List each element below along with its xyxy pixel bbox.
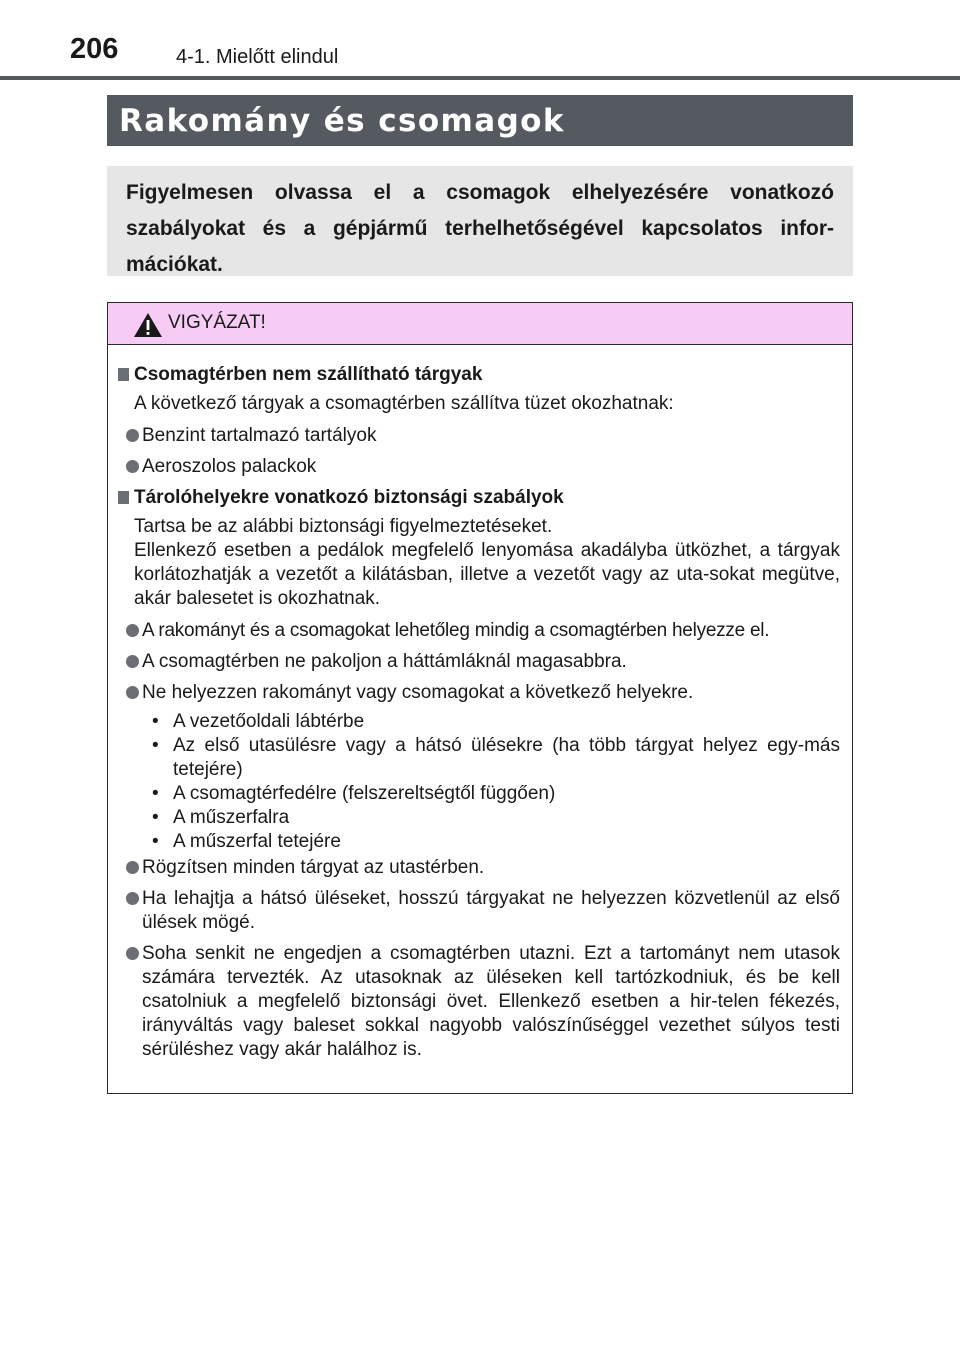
small-bullet-icon: •: [152, 735, 159, 756]
section-heading-text: Csomagtérben nem szállítható tárgyak: [134, 364, 483, 385]
page-title: Rakomány és csomagok: [119, 103, 565, 139]
page-number: 206: [70, 33, 119, 65]
sub-list-item: [118, 782, 840, 806]
warning-triangle-icon: [133, 312, 163, 338]
sub-list-item: [118, 710, 840, 734]
list-item: [118, 887, 840, 935]
round-bullet-icon: [126, 861, 139, 874]
intro-box: [107, 166, 853, 276]
round-bullet-icon: [126, 624, 139, 637]
page-title-bar: [107, 95, 853, 146]
sub-list-item: [118, 806, 840, 830]
sub-list-item-text: A műszerfalra: [173, 807, 290, 828]
list-item-text: Aeroszolos palackok: [142, 456, 317, 477]
section-title: 4-1. Mielőtt elindul: [176, 46, 339, 68]
page-header: [0, 0, 960, 80]
list-item: [118, 424, 840, 448]
warning-body: [108, 345, 852, 1062]
sub-list-item-text: Az első utasülésre vagy a hátsó ülésekre (ha több tárgyat helyez egy-más tetejére): [173, 735, 840, 780]
warning-header: [108, 303, 852, 345]
section-heading: [118, 486, 840, 510]
list-item-text: Ne helyezzen rakományt vagy csomagokat a következő helyekre.: [142, 682, 694, 703]
sub-list-item: [118, 734, 840, 782]
section-heading-text: Tárolóhelyekre vonatkozó biztonsági szabályok: [134, 487, 564, 508]
sub-list-item-text: A vezetőoldali lábtérbe: [173, 711, 365, 732]
list-item: [118, 455, 840, 479]
paragraph: A következő tárgyak a csomagtérben szállítva tüzet okozhatnak:: [134, 393, 674, 414]
round-bullet-icon: [126, 686, 139, 699]
small-bullet-icon: •: [152, 807, 159, 828]
sub-list-item-text: A csomagtérfedélre (felszereltségtől függően): [173, 783, 556, 804]
round-bullet-icon: [126, 947, 139, 960]
list-item: [118, 942, 840, 1062]
round-bullet-icon: [126, 460, 139, 473]
list-item-text: Rögzítsen minden tárgyat az utastérben.: [142, 857, 485, 878]
list-item-text: Ha lehajtja a hátsó üléseket, hosszú tárgyakat ne helyezzen közvetlenül az első ülések mögé.: [142, 888, 840, 933]
warning-label: VIGYÁZAT!: [168, 312, 266, 333]
sub-list-item-text: A műszerfal tetejére: [173, 831, 341, 852]
list-item: [118, 856, 840, 880]
round-bullet-icon: [126, 892, 139, 905]
section-heading: [118, 363, 840, 387]
list-item-text: A rakományt és a csomagokat lehetőleg mindig a csomagtérben helyezze el.: [142, 620, 770, 641]
paragraph: Ellenkező esetben a pedálok megfelelő lenyomása akadályba ütközhet, a tárgyak korlátozhatják a vezetőt a kilátásban, illetve a vezetőt vagy az uta-sokat megütve, akár balesetet is okozhatnak.: [134, 540, 840, 609]
small-bullet-icon: •: [152, 783, 159, 804]
list-item: [118, 619, 840, 643]
header-divider: [0, 76, 960, 80]
square-bullet-icon: [118, 491, 129, 504]
list-item-text: Soha senkit ne engedjen a csomagtérben utazni. Ezt a tartományt nem utasok számára tervezték. Az utasoknak az üléseken kell tartózkodniuk, és be kell csatolniuk a megfelelő biztonsági övet. Ellenkező esetben a hir-telen fékezés, irányváltás vagy baleset sokkal nagyobb valószínűséggel vezethet súlyos testi sérüléshez vagy akár halálhoz is.: [142, 943, 840, 1060]
round-bullet-icon: [126, 655, 139, 668]
square-bullet-icon: [118, 368, 129, 381]
intro-text: Figyelmesen olvassa el a csomagok elhelyezésére vonatkozó szabályokat és a gépjármű terhelhetőségével kapcsolatos infor-mációkat.: [126, 181, 834, 276]
sub-list: [118, 710, 840, 854]
small-bullet-icon: •: [152, 831, 159, 852]
sub-list-item: [118, 830, 840, 854]
list-item-text: Benzint tartalmazó tartályok: [142, 425, 377, 446]
round-bullet-icon: [126, 429, 139, 442]
warning-box: [107, 302, 853, 1094]
list-item: [118, 650, 840, 674]
small-bullet-icon: •: [152, 711, 159, 732]
paragraph: Tartsa be az alábbi biztonsági figyelmeztetéseket.: [134, 516, 553, 537]
list-item: [118, 681, 840, 705]
list-item-text: A csomagtérben ne pakoljon a háttámláknál magasabbra.: [142, 651, 627, 672]
